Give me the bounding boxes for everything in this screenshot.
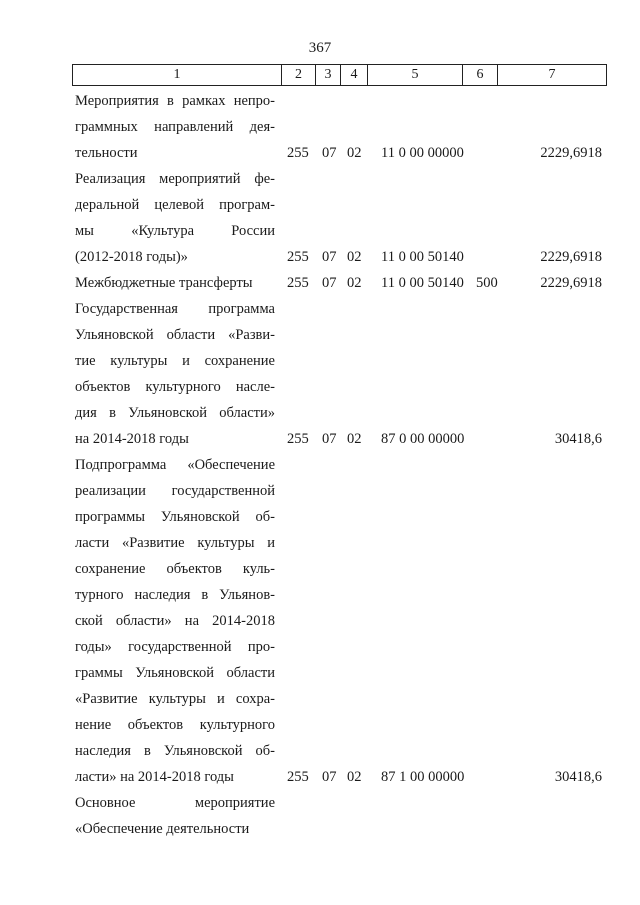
table-body: [0, 88, 640, 842]
description-line: реализации государственной: [75, 483, 275, 499]
cell-c2: 255: [287, 431, 309, 447]
cell-c6: 500: [476, 275, 498, 291]
description-line: Реализация мероприятий фе-: [75, 171, 275, 187]
cell-c2: 255: [287, 275, 309, 291]
table-row: [0, 88, 640, 166]
description-line: программы Ульяновской об-: [75, 509, 275, 525]
cell-c2: 255: [287, 249, 309, 265]
description-line: Подпрограмма «Обеспечение: [75, 457, 275, 473]
cell-c5: 87 0 00 00000: [381, 431, 465, 447]
description-line: объектов культурного насле-: [75, 379, 275, 395]
description-line: нение объектов культурного: [75, 717, 275, 733]
cell-c7: 30418,6: [554, 431, 602, 447]
header-col-5: 5: [368, 65, 463, 86]
description-line: граммных направлений дея-: [75, 119, 275, 135]
cell-c4: 02: [347, 769, 362, 785]
table-row: [0, 270, 640, 296]
cell-c2: 255: [287, 145, 309, 161]
description-line: граммы Ульяновской области: [75, 665, 275, 681]
row-description: [75, 452, 275, 790]
description-line: сохранение объектов куль-: [75, 561, 275, 577]
cell-c3: 07: [322, 431, 337, 447]
cell-c5: 87 1 00 00000: [381, 769, 465, 785]
table-header: [72, 64, 607, 86]
header-col-6: 6: [463, 65, 498, 86]
cell-c4: 02: [347, 275, 362, 291]
cell-c7: 2229,6918: [540, 275, 602, 291]
cell-c5: 11 0 00 50140: [381, 275, 464, 291]
description-line: ласти» на 2014-2018 годы: [75, 769, 234, 785]
description-line: (2012-2018 годы)»: [75, 249, 188, 265]
cell-c7: 2229,6918: [540, 249, 602, 265]
description-line: Государственная программа: [75, 301, 275, 317]
table-row: [0, 790, 640, 842]
table-row: [0, 166, 640, 270]
row-description: [75, 270, 275, 296]
description-line: турного наследия в Ульянов-: [75, 587, 275, 603]
row-description: [75, 166, 275, 270]
header-col-4: 4: [341, 65, 368, 86]
page-number: 367: [308, 40, 332, 56]
cell-c7: 2229,6918: [540, 145, 602, 161]
header-col-3: 3: [316, 65, 341, 86]
description-line: Ульяновской области «Разви-: [75, 327, 275, 343]
header-col-1: 1: [73, 65, 282, 86]
cell-c4: 02: [347, 249, 362, 265]
description-line: ской области» на 2014-2018: [75, 613, 275, 629]
description-line: деральной целевой програм-: [75, 197, 275, 213]
row-description: [75, 790, 275, 842]
description-line: ласти «Развитие культуры и: [75, 535, 275, 551]
cell-c3: 07: [322, 249, 337, 265]
cell-c3: 07: [322, 275, 337, 291]
description-line: тие культуры и сохранение: [75, 353, 275, 369]
description-line: «Обеспечение деятельности: [75, 821, 250, 837]
description-line: наследия в Ульяновской об-: [75, 743, 275, 759]
cell-c3: 07: [322, 769, 337, 785]
row-description: [75, 296, 275, 452]
description-line: тельности: [75, 145, 138, 161]
header-col-2: 2: [282, 65, 316, 86]
description-line: мы «Культура России: [75, 223, 275, 239]
cell-c4: 02: [347, 431, 362, 447]
cell-c4: 02: [347, 145, 362, 161]
description-line: Межбюджетные трансферты: [75, 275, 253, 291]
table-row: [0, 452, 640, 790]
description-line: «Развитие культуры и сохра-: [75, 691, 275, 707]
row-description: [75, 88, 275, 166]
cell-c5: 11 0 00 00000: [381, 145, 464, 161]
cell-c2: 255: [287, 769, 309, 785]
cell-c5: 11 0 00 50140: [381, 249, 464, 265]
table-row: [0, 296, 640, 452]
cell-c7: 30418,6: [554, 769, 602, 785]
header-col-7: 7: [498, 65, 607, 86]
description-line: годы» государственной про-: [75, 639, 275, 655]
cell-c3: 07: [322, 145, 337, 161]
description-line: дия в Ульяновской области»: [75, 405, 275, 421]
description-line: на 2014-2018 годы: [75, 431, 189, 447]
description-line: Основное мероприятие: [75, 795, 275, 811]
description-line: Мероприятия в рамках непро-: [75, 93, 275, 109]
